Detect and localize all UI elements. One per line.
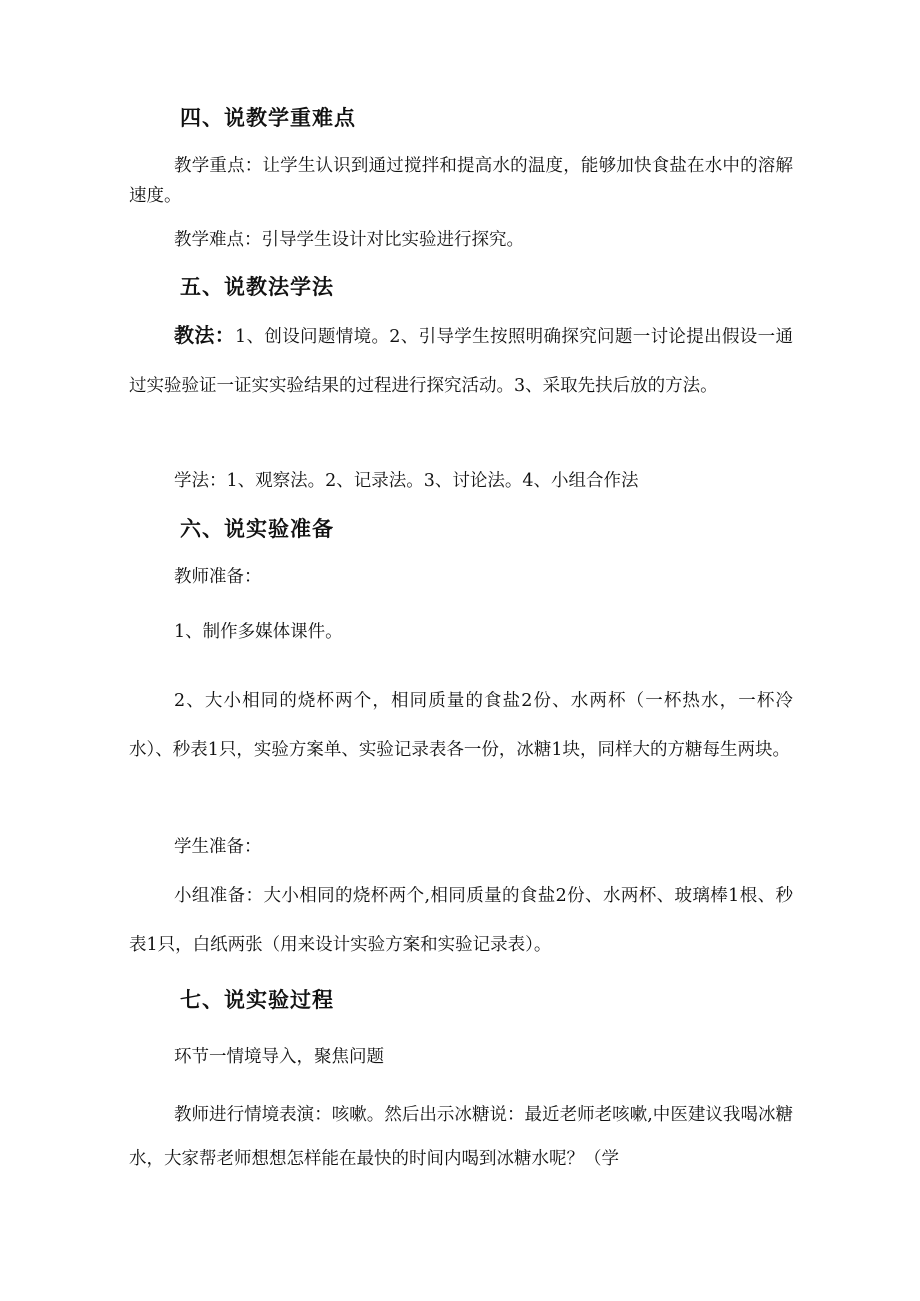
section-heading-6: 六、说实验准备 <box>180 517 334 541</box>
teacher-prep-item-1: 1、制作多媒体课件。 <box>174 622 343 642</box>
teaching-method-paragraph <box>129 311 793 411</box>
section-heading-5: 五、说教法学法 <box>180 275 334 299</box>
section-heading-7: 七、说实验过程 <box>180 988 334 1012</box>
teaching-method-text: 1、创设问题情境。2、引导学生按照明确探究问题一讨论提出假设一通过实验验证一证实实验结果的过程进行探究活动。3、采取先扶后放的方法。 <box>129 327 793 396</box>
learning-method-paragraph: 学法：1、观察法。2、记录法。3、讨论法。4、小组合作法 <box>174 471 639 491</box>
teaching-method-label: 教法： <box>174 323 236 347</box>
student-prep-label: 学生准备： <box>174 837 262 857</box>
key-points-paragraph: 教学重点：让学生认识到通过搅拌和提高水的温度，能够加快食盐在水中的溶解速度。 <box>129 156 793 206</box>
step1-paragraph: 教师进行情境表演：咳嗽。然后出示冰糖说：最近老师老咳嗽,中医建议我喝冰糖水，大家帮老师想想怎样能在最快的时间内喝到冰糖水呢？（学 <box>129 1105 793 1169</box>
teacher-prep-item-2: 2、大小相同的烧杯两个，相同质量的食盐2份、水两杯（一杯热水，一杯冷水）、秒表1只，实验方案单、实验记录表各一份，冰糖1块，同样大的方糖每生两块。 <box>129 691 793 760</box>
section-heading-4: 四、说教学重难点 <box>180 106 356 130</box>
group-prep-paragraph: 小组准备：大小相同的烧杯两个,相同质量的食盐2份、水两杯、玻璃棒1根、秒表1只，白纸两张（用来设计实验方案和实验记录表）。 <box>129 886 793 955</box>
teacher-prep-label: 教师准备： <box>174 567 262 587</box>
step1-title: 环节一情境导入，聚焦问题 <box>174 1047 384 1067</box>
difficulty-paragraph: 教学难点：引导学生设计对比实验进行探究。 <box>174 230 524 250</box>
